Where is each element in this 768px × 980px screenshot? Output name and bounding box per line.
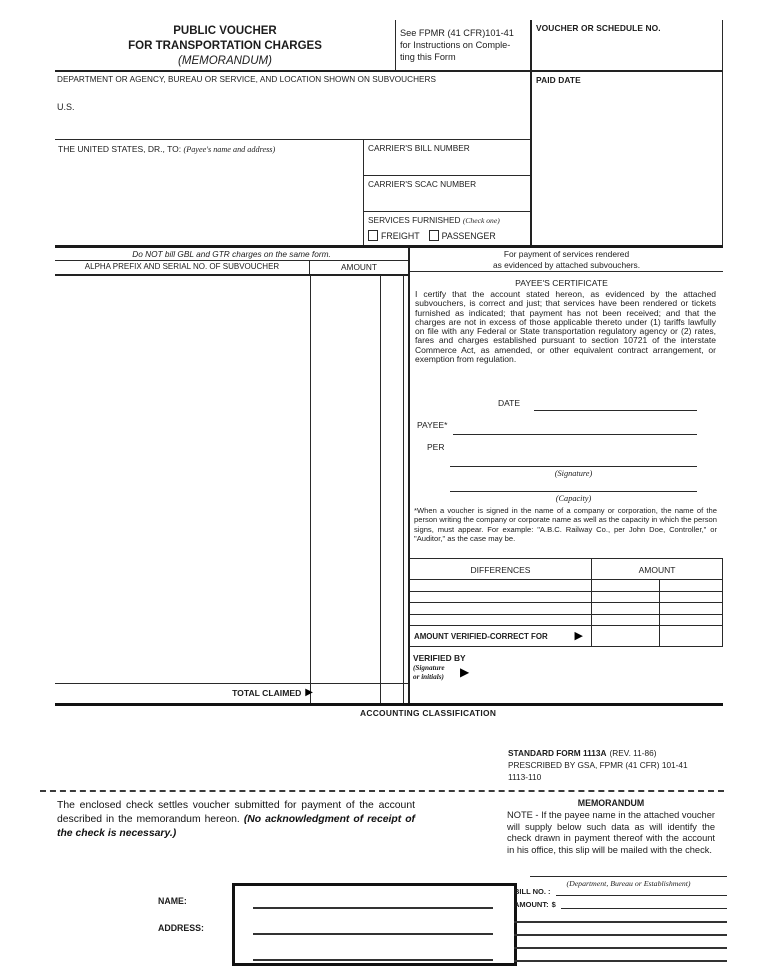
memorandum-heading: MEMORANDUM [577,798,645,808]
title-line-1: PUBLIC VOUCHER [173,25,277,37]
memo-write-line[interactable] [514,934,727,936]
cents-divider [380,275,381,703]
differences-row[interactable] [410,603,723,615]
voucher-schedule-no-field[interactable] [530,20,723,70]
form-name-line [508,747,688,759]
verified-by-hint-line-1: (Signature [413,664,445,672]
certificate-footnote: *When a voucher is signed in the name of a company or corporation, the name of the person writing the company or corporate name as well as the capacity in which the person signs, must appear. For example: "A.B.C. Railway Co., per John Doe, Controller," or "Auditor," as the case may be. [414,506,717,544]
form-header [55,20,723,72]
gbl-gtr-warning: Do NOT bill GBL and GTR charges on the same form. [55,248,408,261]
department-agency-field[interactable] [55,72,530,140]
payment-intro-line-2: as evidenced by attached subvouchers. [492,260,641,270]
serial-no-column-header: ALPHA PREFIX AND SERIAL NO. OF SUBVOUCHER [55,261,310,274]
amount-verified-row [410,626,723,647]
address-label: ADDRESS: [158,923,204,933]
capacity-field[interactable] [450,491,697,492]
payment-intro-line-1: For payment of services rendered [503,249,630,259]
payment-intro [410,248,723,272]
edge-divider [403,275,404,703]
verified-by-hint-line-2: or initials) [413,672,444,681]
arrow-right-icon: ▶ [574,629,583,642]
passenger-checkbox[interactable] [429,230,439,241]
differences-row[interactable] [410,580,723,592]
signature-field[interactable] [450,466,697,467]
department-agency-label: DEPARTMENT OR AGENCY, BUREAU OR SERVICE, AND LOCATION SHOWN ON SUBVOUCHERS [57,75,437,84]
carriers-bill-number-field[interactable] [364,140,530,176]
payee-name-address-field[interactable] [55,140,363,245]
verified-by-label: VERIFIED BY [413,653,466,663]
freight-checkbox[interactable] [368,230,378,241]
address-write-line[interactable] [253,933,493,935]
total-claimed-row [55,683,408,703]
differences-table [410,558,723,647]
per-label: PER [427,442,445,452]
amount-column-header: AMOUNT [341,262,377,272]
cents-cell[interactable] [660,615,722,626]
services-furnished-section [364,212,530,245]
services-furnished-label: SERVICES FURNISHED [368,215,461,225]
amount-verified-label-cell [410,626,592,646]
carriers-bill-number-label: CARRIER'S BILL NUMBER [368,143,470,153]
date-label: DATE [498,398,521,408]
department-caption: (Department, Bureau or Establishment) [566,879,691,888]
title-line-3: (MEMORANDUM) [178,55,272,67]
paid-date-label: PAID DATE [536,75,581,85]
arrow-right-icon: ▶ [305,687,313,698]
carrier-info-column [363,140,530,245]
instructions-line-1: See FPMR (41 CFR)101-41 [400,28,514,38]
verified-by-field[interactable] [410,651,723,703]
amount-label: AMOUNT: [514,900,549,909]
total-claimed-label: TOTAL CLAIMED [232,688,302,698]
passenger-label: PASSENGER [441,230,496,241]
subvoucher-column-headers [55,261,408,276]
amount-cell[interactable] [592,580,660,591]
cents-cell[interactable] [660,592,722,603]
department-agency-value: U.S. [57,102,75,112]
difference-cell[interactable] [410,592,592,603]
carriers-scac-number-field[interactable] [364,176,530,212]
differences-column-header: DIFFERENCES [410,559,592,579]
differences-header-row [410,558,723,580]
bill-no-field[interactable] [556,886,727,896]
instructions-line-3: ting this Form [400,52,456,62]
amount-cell[interactable] [592,592,660,603]
form-title [55,20,395,70]
signature-caption: (Signature) [554,469,593,478]
certificate-body-text: I certify that the account stated hereon, as evidenced by the attached subvouchers, is correct and just; that services have been rendered or tickets furnished as indicated; that payment has not been received; and that the charges are not in excess of those applicable thereto under (1) tariffs lawfully on file with any Federal or State transportation regulatory agency or (2) rates, fares and charges established pursuant to section 10721 of the interstate Commerce Act, as amended, or other equivalent contract arrangement, or exemption from regulation. [415,289,716,365]
amount-row [514,899,727,909]
payee-label: PAYEE* [417,420,448,430]
name-write-line[interactable] [253,907,493,909]
bill-no-label: BILL NO. : [514,887,551,896]
differences-row[interactable] [410,592,723,604]
memo-write-line[interactable] [514,947,727,949]
name-label: NAME: [158,896,187,906]
certificate-panel [410,248,723,703]
freight-label: FREIGHT [381,230,420,241]
bill-no-row [514,886,727,896]
amount-cell[interactable] [592,615,660,626]
verified-cents-cell[interactable] [660,626,722,646]
verified-by-hint [413,664,445,681]
instructions-note [395,20,530,70]
title-line-2: FOR TRANSPORTATION CHARGES [128,40,322,52]
difference-cell[interactable] [410,580,592,591]
verified-amount-cell[interactable] [592,626,660,646]
memo-write-line[interactable] [514,921,727,923]
carriers-scac-number-label: CARRIER'S SCAC NUMBER [368,179,477,189]
difference-cell[interactable] [410,615,592,626]
cents-cell[interactable] [660,580,722,591]
capacity-caption: (Capacity) [555,494,592,503]
services-checkbox-row [368,230,530,241]
arrow-right-icon: ▶ [460,665,470,679]
paid-date-field[interactable] [530,72,723,245]
check-one-hint: (Check one) [462,216,500,225]
payee-signature-field[interactable] [453,434,697,435]
differences-amount-header: AMOUNT [638,565,676,575]
tear-off-dashed-line [40,790,724,792]
column-divider [310,275,311,703]
form-name: STANDARD FORM 1113A [508,748,607,758]
services-furnished-label-row [368,215,530,225]
form-number-line: 1113-110 [508,772,542,782]
united-states-label: THE UNITED STATES, DR., TO: [58,144,182,154]
form-bottom-border [55,703,723,706]
total-claimed-label-wrap [55,684,313,698]
memorandum-note: NOTE - If the payee name in the attached voucher will supply below such data as will identify the check drawn in payment thereof with the account in his office, this slip will be mailed with the check. [507,810,715,856]
form-identifier [508,747,688,783]
form-revision: (REV. 11-86) [609,748,657,758]
date-field[interactable] [534,410,697,411]
instructions-line-2: for Instructions on Comple- [400,40,511,50]
subvoucher-entry-area[interactable] [55,275,408,703]
name-address-box[interactable] [232,883,517,966]
department-caption-line [530,876,727,877]
accounting-classification-label: ACCOUNTING CLASSIFICATION [360,708,497,718]
amount-verified-label: AMOUNT VERIFIED-CORRECT FOR [414,631,548,641]
payees-certificate-heading: PAYEE'S CERTIFICATE [515,278,608,288]
cents-cell[interactable] [660,603,722,614]
united-states-hint: (Payee's name and address) [183,145,276,154]
dollar-sign: $ [551,900,556,909]
enclosed-check-text [57,799,415,841]
address-write-line[interactable] [253,959,493,961]
amount-cell[interactable] [592,603,660,614]
form-prescribed-line: PRESCRIBED BY GSA, FPMR (41 CFR) 101-41 [508,760,688,770]
subvoucher-table [55,248,410,703]
no-acknowledgment-note: (No acknowledgment of receipt of the check is necessary.) [57,814,415,839]
amount-field[interactable] [561,899,727,909]
public-voucher-form [55,20,723,718]
differences-row[interactable] [410,615,723,627]
voucher-schedule-no-label: VOUCHER OR SCHEDULE NO. [536,23,661,33]
enclosed-check-sentence: The enclosed check settles voucher submitted for payment of the account described in the memorandum hereon. [57,800,415,825]
difference-cell[interactable] [410,603,592,614]
memo-write-line[interactable] [514,960,727,962]
